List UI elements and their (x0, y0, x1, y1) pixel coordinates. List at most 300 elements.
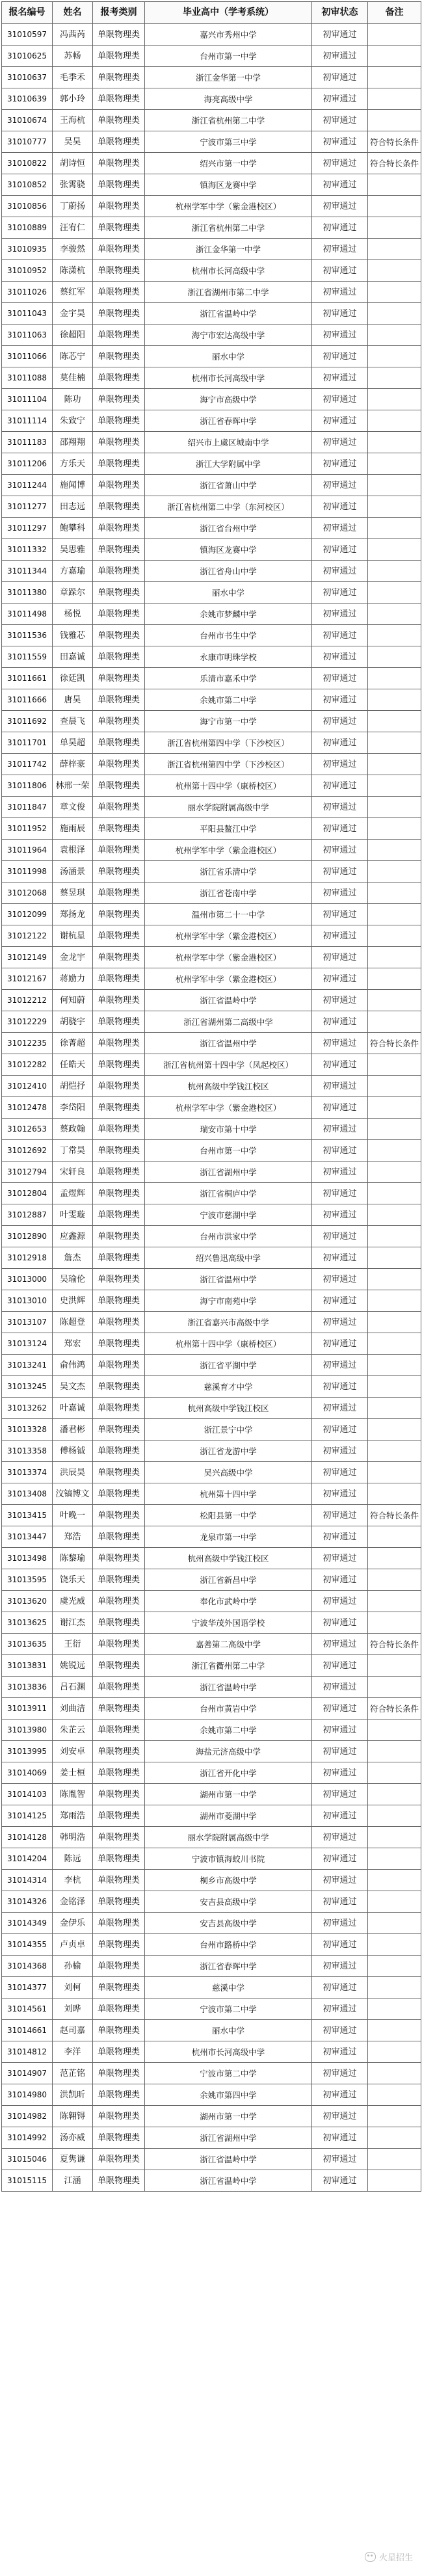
cell-id: 31011666 (2, 689, 53, 711)
table-row (2, 67, 421, 88)
table-row (2, 711, 421, 732)
cell-name: 鲍攀科 (53, 518, 93, 539)
cell-name: 施雨辰 (53, 818, 93, 840)
cell-note (368, 668, 421, 689)
cell-category: 单限物理类 (93, 2149, 145, 2170)
cell-category: 单限物理类 (93, 1913, 145, 1934)
cell-school: 浙江省湖州中学 (145, 1162, 312, 1183)
cell-school: 瑞安市第十中学 (145, 1119, 312, 1140)
table-row (2, 410, 421, 432)
cell-category: 单限物理类 (93, 24, 145, 46)
cell-category: 单限物理类 (93, 883, 145, 904)
cell-name: 冯茜芮 (53, 24, 93, 46)
table-row (2, 797, 421, 818)
cell-id: 31011244 (2, 475, 53, 496)
cell-name: 潘君彬 (53, 1419, 93, 1441)
cell-status: 初审通过 (312, 110, 368, 131)
table-row (2, 1741, 421, 1762)
cell-status: 初审通过 (312, 990, 368, 1011)
cell-school: 湖州市第一中学 (145, 2106, 312, 2127)
cell-name: 刘安卓 (53, 1741, 93, 1762)
cell-category: 单限物理类 (93, 1269, 145, 1290)
cell-category: 单限物理类 (93, 582, 145, 604)
table-row (2, 1526, 421, 1548)
cell-category: 单限物理类 (93, 303, 145, 325)
cell-status: 初审通过 (312, 1097, 368, 1119)
cell-category: 单限物理类 (93, 1312, 145, 1333)
table-row (2, 110, 421, 131)
cell-note (368, 1784, 421, 1805)
cell-school: 浙江省湖州第二高级中学 (145, 1011, 312, 1033)
cell-status: 初审通过 (312, 797, 368, 818)
cell-id: 31013245 (2, 1376, 53, 1398)
cell-id: 31012918 (2, 1247, 53, 1269)
cell-note (368, 1076, 421, 1097)
cell-status: 初审通过 (312, 1011, 368, 1033)
cell-school: 海宁市高级中学 (145, 389, 312, 410)
cell-status: 初审通过 (312, 1419, 368, 1441)
cell-name: 郭小玲 (53, 88, 93, 110)
cell-note (368, 689, 421, 711)
cell-name: 卢贞卓 (53, 1934, 93, 1956)
cell-note (368, 1827, 421, 1848)
cell-name: 韩明浩 (53, 1827, 93, 1848)
cell-name: 郑浩 (53, 1526, 93, 1548)
cell-category: 单限物理类 (93, 1097, 145, 1119)
cell-note (368, 797, 421, 818)
cell-id: 31014125 (2, 1805, 53, 1827)
cell-status: 初审通过 (312, 475, 368, 496)
cell-name: 蔡红军 (53, 282, 93, 303)
cell-status: 初审通过 (312, 1526, 368, 1548)
cell-note (368, 1548, 421, 1569)
cell-category: 单限物理类 (93, 1226, 145, 1247)
cell-school: 台州市洪家中学 (145, 1226, 312, 1247)
cell-name: 查晨飞 (53, 711, 93, 732)
cell-status: 初审通过 (312, 453, 368, 475)
cell-id: 31014128 (2, 1827, 53, 1848)
cell-id: 31013328 (2, 1419, 53, 1441)
cell-category: 单限物理类 (93, 2020, 145, 2041)
cell-category: 单限物理类 (93, 1398, 145, 1419)
table-row (2, 432, 421, 453)
cell-id: 31012887 (2, 1204, 53, 1226)
cell-status: 初审通过 (312, 1076, 368, 1097)
table-row (2, 1591, 421, 1612)
cell-category: 单限物理类 (93, 1140, 145, 1162)
cell-id: 31010822 (2, 153, 53, 174)
cell-status: 初审通过 (312, 1913, 368, 1934)
cell-id: 31013107 (2, 1312, 53, 1333)
cell-id: 31014355 (2, 1934, 53, 1956)
cell-id: 31014368 (2, 1956, 53, 1977)
table-row (2, 646, 421, 668)
cell-category: 单限物理类 (93, 904, 145, 925)
table-row (2, 2063, 421, 2084)
header-name: 姓名 (53, 2, 93, 24)
cell-note (368, 1526, 421, 1548)
cell-status: 初审通过 (312, 1891, 368, 1913)
cell-name: 苏畅 (53, 46, 93, 67)
cell-note (368, 861, 421, 883)
table-row (2, 1784, 421, 1805)
cell-note: 符合特长条件 (368, 153, 421, 174)
cell-category: 单限物理类 (93, 840, 145, 861)
cell-name: 陈远 (53, 1848, 93, 1870)
cell-note (368, 1848, 421, 1870)
cell-status: 初审通过 (312, 2127, 368, 2149)
cell-note (368, 1333, 421, 1355)
cell-id: 31013498 (2, 1548, 53, 1569)
cell-school: 龙泉市第一中学 (145, 1526, 312, 1548)
cell-id: 31011063 (2, 325, 53, 346)
cell-status: 初审通过 (312, 1462, 368, 1483)
cell-id: 31014561 (2, 1998, 53, 2020)
cell-status: 初审通过 (312, 1998, 368, 2020)
cell-name: 徐菁超 (53, 1033, 93, 1054)
table-row (2, 1226, 421, 1247)
table-row (2, 1548, 421, 1569)
cell-school: 浙江省温岭中学 (145, 1677, 312, 1698)
cell-status: 初审通过 (312, 1634, 368, 1655)
cell-id: 31012282 (2, 1054, 53, 1076)
table-row (2, 1183, 421, 1204)
cell-name: 方嘉瑜 (53, 561, 93, 582)
cell-school: 浙江大学附属中学 (145, 453, 312, 475)
cell-category: 单限物理类 (93, 1891, 145, 1913)
cell-id: 31013124 (2, 1333, 53, 1355)
cell-school: 台州市第一中学 (145, 46, 312, 67)
table-row (2, 389, 421, 410)
cell-status: 初审通过 (312, 2041, 368, 2063)
cell-status: 初审通过 (312, 1720, 368, 1741)
cell-category: 单限物理类 (93, 539, 145, 561)
cell-status: 初审通过 (312, 1162, 368, 1183)
cell-note (368, 2041, 421, 2063)
cell-id: 31010889 (2, 217, 53, 239)
table-row (2, 1870, 421, 1891)
cell-status: 初审通过 (312, 668, 368, 689)
cell-status: 初审通过 (312, 1548, 368, 1569)
cell-status: 初审通过 (312, 1398, 368, 1419)
cell-id: 31010856 (2, 196, 53, 217)
cell-category: 单限物理类 (93, 1119, 145, 1140)
cell-category: 单限物理类 (93, 1419, 145, 1441)
cell-id: 31012229 (2, 1011, 53, 1033)
cell-note (368, 1612, 421, 1634)
cell-category: 单限物理类 (93, 2041, 145, 2063)
table-row (2, 1569, 421, 1591)
cell-note (368, 1462, 421, 1483)
cell-school: 丽水中学 (145, 346, 312, 367)
table-row (2, 1076, 421, 1097)
cell-name: 任皓天 (53, 1054, 93, 1076)
cell-school: 安吉县高级中学 (145, 1891, 312, 1913)
cell-id: 31011701 (2, 732, 53, 754)
cell-status: 初审通过 (312, 1569, 368, 1591)
cell-status: 初审通过 (312, 410, 368, 432)
cell-status: 初审通过 (312, 367, 368, 389)
cell-id: 31012890 (2, 1226, 53, 1247)
cell-school: 浙江省杭州第十四中学（凤起校区） (145, 1054, 312, 1076)
cell-name: 洪凯昕 (53, 2084, 93, 2106)
header-note: 备注 (368, 2, 421, 24)
cell-name: 杨悦 (53, 604, 93, 625)
cell-id: 31013635 (2, 1634, 53, 1655)
cell-school: 吴兴高级中学 (145, 1462, 312, 1483)
cell-note (368, 518, 421, 539)
cell-id: 31011536 (2, 625, 53, 646)
table-row (2, 1441, 421, 1462)
cell-school: 绍兴鲁迅高级中学 (145, 1247, 312, 1269)
table-row (2, 1462, 421, 1483)
cell-status: 初审通过 (312, 46, 368, 67)
cell-note (368, 561, 421, 582)
cell-name: 胡恺抒 (53, 1076, 93, 1097)
cell-category: 单限物理类 (93, 818, 145, 840)
cell-school: 奉化市武岭中学 (145, 1591, 312, 1612)
cell-note (368, 110, 421, 131)
cell-note (368, 1247, 421, 1269)
cell-note (368, 818, 421, 840)
cell-note (368, 754, 421, 775)
cell-name: 范芷铭 (53, 2063, 93, 2084)
cell-note (368, 2127, 421, 2149)
cell-status: 初审通过 (312, 1505, 368, 1526)
cell-name: 徐廷凯 (53, 668, 93, 689)
cell-school: 杭州市长河高级中学 (145, 2041, 312, 2063)
cell-name: 宋轩良 (53, 1162, 93, 1183)
table-row (2, 367, 421, 389)
cell-status: 初审通过 (312, 282, 368, 303)
cell-status: 初审通过 (312, 968, 368, 990)
cell-id: 31010935 (2, 239, 53, 260)
cell-note (368, 904, 421, 925)
cell-status: 初审通过 (312, 539, 368, 561)
cell-category: 单限物理类 (93, 1247, 145, 1269)
cell-id: 31011297 (2, 518, 53, 539)
cell-school: 浙江省开化中学 (145, 1762, 312, 1784)
cell-status: 初审通过 (312, 604, 368, 625)
cell-category: 单限物理类 (93, 646, 145, 668)
table-row (2, 754, 421, 775)
cell-status: 初审通过 (312, 1312, 368, 1333)
cell-id: 31011066 (2, 346, 53, 367)
table-row (2, 1419, 421, 1441)
cell-name: 王海杭 (53, 110, 93, 131)
cell-name: 吴文杰 (53, 1376, 93, 1398)
table-row (2, 1720, 421, 1741)
cell-note (368, 282, 421, 303)
cell-category: 单限物理类 (93, 1441, 145, 1462)
cell-school: 浙江省温岭中学 (145, 303, 312, 325)
cell-id: 31010639 (2, 88, 53, 110)
cell-status: 初审通过 (312, 625, 368, 646)
table-row (2, 1848, 421, 1870)
cell-category: 单限物理类 (93, 453, 145, 475)
cell-note (368, 367, 421, 389)
table-row (2, 968, 421, 990)
cell-id: 31013358 (2, 1441, 53, 1462)
cell-id: 31010852 (2, 174, 53, 196)
cell-name: 赵司嘉 (53, 2020, 93, 2041)
cell-name: 施闻博 (53, 475, 93, 496)
cell-name: 金龙宇 (53, 947, 93, 968)
cell-id: 31012099 (2, 904, 53, 925)
cell-id: 31014661 (2, 2020, 53, 2041)
cell-status: 初审通过 (312, 1698, 368, 1720)
cell-category: 单限物理类 (93, 67, 145, 88)
table-row (2, 1698, 421, 1720)
cell-id: 31010597 (2, 24, 53, 46)
cell-status: 初审通过 (312, 1612, 368, 1634)
cell-note (368, 539, 421, 561)
cell-school: 浙江省温岭中学 (145, 2149, 312, 2170)
cell-name: 金宇昊 (53, 303, 93, 325)
cell-id: 31011206 (2, 453, 53, 475)
cell-id: 31014069 (2, 1762, 53, 1784)
cell-status: 初审通过 (312, 904, 368, 925)
cell-category: 单限物理类 (93, 1183, 145, 1204)
cell-note (368, 968, 421, 990)
cell-id: 31011806 (2, 775, 53, 797)
cell-school: 浙江金华第一中学 (145, 239, 312, 260)
cell-id: 31011692 (2, 711, 53, 732)
cell-note (368, 260, 421, 282)
cell-school: 慈溪育才中学 (145, 1376, 312, 1398)
cell-status: 初审通过 (312, 1827, 368, 1848)
cell-id: 31011088 (2, 367, 53, 389)
cell-category: 单限物理类 (93, 1376, 145, 1398)
cell-status: 初审通过 (312, 818, 368, 840)
cell-name: 章文俊 (53, 797, 93, 818)
cell-note (368, 217, 421, 239)
cell-status: 初审通过 (312, 1934, 368, 1956)
table-row (2, 1612, 421, 1634)
cell-note (368, 1312, 421, 1333)
cell-name: 蔡政翰 (53, 1119, 93, 1140)
cell-category: 单限物理类 (93, 1870, 145, 1891)
cell-name: 金伊乐 (53, 1913, 93, 1934)
cell-id: 31010952 (2, 260, 53, 282)
cell-category: 单限物理类 (93, 196, 145, 217)
cell-id: 31013836 (2, 1677, 53, 1698)
cell-category: 单限物理类 (93, 1054, 145, 1076)
header-status: 初审状态 (312, 2, 368, 24)
table-row (2, 217, 421, 239)
cell-name: 姚锐远 (53, 1655, 93, 1677)
cell-status: 初审通过 (312, 346, 368, 367)
cell-id: 31014907 (2, 2063, 53, 2084)
cell-name: 章跺尔 (53, 582, 93, 604)
cell-status: 初审通过 (312, 153, 368, 174)
cell-note (368, 1655, 421, 1677)
cell-name: 何知蔚 (53, 990, 93, 1011)
cell-category: 单限物理类 (93, 1698, 145, 1720)
cell-note (368, 732, 421, 754)
cell-category: 单限物理类 (93, 1612, 145, 1634)
table-row (2, 1677, 421, 1698)
table-row (2, 2149, 421, 2170)
applicant-table (1, 1, 421, 2192)
cell-name: 徐超阳 (53, 325, 93, 346)
cell-id: 31014377 (2, 1977, 53, 1998)
cell-status: 初审通过 (312, 1677, 368, 1698)
cell-id: 31014980 (2, 2084, 53, 2106)
cell-id: 31014326 (2, 1891, 53, 1913)
cell-school: 杭州学军中学（紫金港校区） (145, 196, 312, 217)
cell-id: 31012068 (2, 883, 53, 904)
cell-id: 31011277 (2, 496, 53, 518)
cell-status: 初审通过 (312, 1483, 368, 1505)
cell-school: 浙江省杭州第二中学 (145, 110, 312, 131)
cell-school: 台州市黄岩中学 (145, 1698, 312, 1720)
watermark-text: 火星招生 (378, 2553, 413, 2563)
cell-name: 胡诗恒 (53, 153, 93, 174)
table-row (2, 668, 421, 689)
cell-name: 吴思雅 (53, 539, 93, 561)
cell-id: 31012167 (2, 968, 53, 990)
cell-category: 单限物理类 (93, 1526, 145, 1548)
cell-name: 汪宥仁 (53, 217, 93, 239)
table-row (2, 131, 421, 153)
cell-note (368, 2170, 421, 2192)
cell-name: 田志远 (53, 496, 93, 518)
cell-name: 郑雨浩 (53, 1805, 93, 1827)
cell-status: 初审通过 (312, 174, 368, 196)
cell-note (368, 1204, 421, 1226)
cell-category: 单限物理类 (93, 689, 145, 711)
cell-school: 杭州市长河高级中学 (145, 367, 312, 389)
cell-school: 浙江省杭州第二中学（东河校区） (145, 496, 312, 518)
table-row (2, 539, 421, 561)
cell-category: 单限物理类 (93, 1848, 145, 1870)
cell-name: 毛季禾 (53, 67, 93, 88)
cell-id: 31013831 (2, 1655, 53, 1677)
cell-category: 单限物理类 (93, 217, 145, 239)
cell-name: 刘晔 (53, 1998, 93, 2020)
cell-id: 31014204 (2, 1848, 53, 1870)
cell-note (368, 1762, 421, 1784)
cell-category: 单限物理类 (93, 797, 145, 818)
cell-note (368, 1483, 421, 1505)
cell-status: 初审通过 (312, 861, 368, 883)
cell-school: 宁波市第二中学 (145, 1998, 312, 2020)
cell-status: 初审通过 (312, 217, 368, 239)
cell-id: 31012410 (2, 1076, 53, 1097)
cell-category: 单限物理类 (93, 325, 145, 346)
cell-id: 31013415 (2, 1505, 53, 1526)
cell-id: 31010637 (2, 67, 53, 88)
cell-note (368, 24, 421, 46)
cell-school: 浙江省温岭中学 (145, 990, 312, 1011)
table-row (2, 1269, 421, 1290)
cell-id: 31012478 (2, 1097, 53, 1119)
cell-school: 安吉县高级中学 (145, 1913, 312, 1934)
cell-status: 初审通过 (312, 1333, 368, 1355)
cell-name: 汤涵景 (53, 861, 93, 883)
cell-status: 初审通过 (312, 389, 368, 410)
cell-id: 31013620 (2, 1591, 53, 1612)
cell-category: 单限物理类 (93, 432, 145, 453)
table-row (2, 282, 421, 303)
cell-school: 浙江省台州中学 (145, 518, 312, 539)
cell-status: 初审通过 (312, 840, 368, 861)
cell-name: 饶乐天 (53, 1569, 93, 1591)
cell-name: 李杭 (53, 1870, 93, 1891)
cell-status: 初审通过 (312, 646, 368, 668)
cell-school: 浙江省新昌中学 (145, 1569, 312, 1591)
